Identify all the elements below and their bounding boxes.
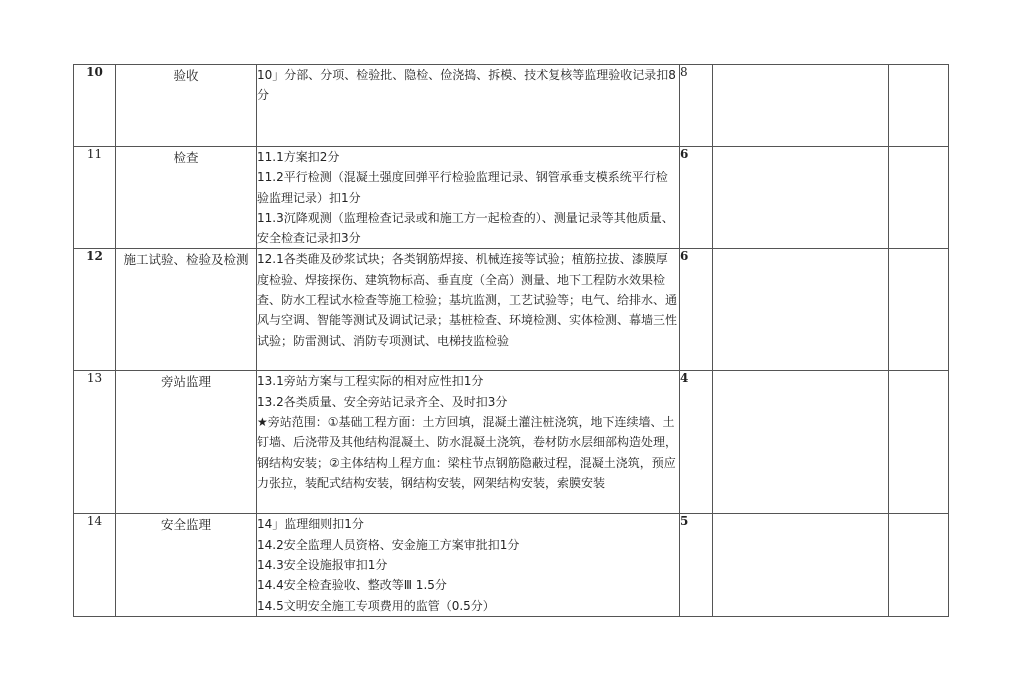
item-name: 旁站监理 bbox=[116, 371, 257, 514]
table-row bbox=[74, 147, 949, 249]
criteria-line: 14」监理细则扣1分 bbox=[257, 517, 364, 532]
blank-cell bbox=[889, 147, 949, 249]
criteria-cell bbox=[257, 65, 680, 147]
criteria-line: 14.4安全检査验收、整改等Ⅲ 1.5分 bbox=[257, 578, 447, 593]
criteria-cell bbox=[257, 249, 680, 371]
criteria-line: 11.3沉降观测（监理检查记录或和施工方一起检查的）、测量记录等其他质量、安全检查记录扣3分 bbox=[257, 210, 674, 246]
blank-cell bbox=[713, 65, 889, 147]
score-cell: 6 bbox=[680, 147, 713, 249]
row-number: 12 bbox=[74, 249, 116, 371]
item-name: 检查 bbox=[116, 147, 257, 249]
inspection-table bbox=[73, 64, 949, 617]
blank-cell bbox=[889, 371, 949, 514]
criteria-line: 14.3安全设施报审扣1分 bbox=[257, 558, 388, 573]
table-row bbox=[74, 371, 949, 514]
row-number: 11 bbox=[74, 147, 116, 249]
blank-cell bbox=[713, 514, 889, 617]
criteria-line: 14.5文明安全施工专项费用的监管（0.5分） bbox=[257, 598, 495, 613]
blank-cell bbox=[889, 249, 949, 371]
table-row bbox=[74, 249, 949, 371]
criteria-line: 11.1方案扣2分 bbox=[257, 150, 340, 164]
criteria-line: 11.2平行检测（混凝土强度回弹平行检验监理记录、钢管承垂支模系统平行检验监理记录）扣1分 bbox=[257, 170, 668, 205]
criteria-cell bbox=[257, 514, 680, 617]
score-cell: 5 bbox=[680, 514, 713, 617]
criteria-cell bbox=[257, 371, 680, 514]
criteria-line: 13.1旁站方案与工程实际的相对应性扣1分 bbox=[257, 374, 484, 389]
item-name: 施工试验、检验及检测 bbox=[116, 249, 257, 371]
table-row bbox=[74, 514, 949, 617]
blank-cell bbox=[889, 65, 949, 147]
criteria-line: 13.2各类质量、安全旁站记录齐全、及时扣3分 bbox=[257, 394, 508, 409]
criteria-cell bbox=[257, 147, 680, 249]
criteria-line: 12.1各类碓及砂浆试块；各类钢筋焊接、机械连接等试验；植筋拉拔、漆膜厚度检验、焊接探伤、建筑物标高、垂直度（全高）测量、地下工程防水效果检查、防水工程试水检查等施工检验；基坑监测，工艺试验等；电气、给排水、通风与空调、智能等测试及调试记录；基桩检查、环境检测、实体检测、幕墙三性试验；防雷测试、消防专项测试、电梯技监检验 bbox=[257, 252, 678, 348]
score-cell: 4 bbox=[680, 371, 713, 514]
item-name: 安全监理 bbox=[116, 514, 257, 617]
blank-cell bbox=[713, 249, 889, 371]
blank-cell bbox=[889, 514, 949, 617]
item-name: 验收 bbox=[116, 65, 257, 147]
criteria-line: 14.2安全监理人员资格、安金施工方案审批扣1分 bbox=[257, 537, 520, 552]
table-row bbox=[74, 65, 949, 147]
blank-cell bbox=[713, 147, 889, 249]
blank-cell bbox=[713, 371, 889, 514]
row-number: 14 bbox=[74, 514, 116, 617]
criteria-line: ★旁站范围：①基础工程方面：土方回填，混凝土灌注桩浇筑，地下连续墙、土钉墙、后浇带及其他结构混凝土、防水混凝土浇筑，卷材防水层细部构造处理，钢结构安装；②主体结构丄程方血：梁柱节点钢筋隐蔽过程，混凝土浇筑，预应力张拉，装配式结构安装，钢结构安装，网架结构安装，索膜安装 bbox=[257, 415, 678, 490]
score-cell: 6 bbox=[680, 249, 713, 371]
row-number: 13 bbox=[74, 371, 116, 514]
score-cell: 8 bbox=[680, 65, 713, 147]
row-number: 10 bbox=[74, 65, 116, 147]
criteria-line: 10」分部、分项、检验批、隐检、俭浇捣、拆模、技术复核等监理验收记录扣8分 bbox=[257, 68, 676, 103]
